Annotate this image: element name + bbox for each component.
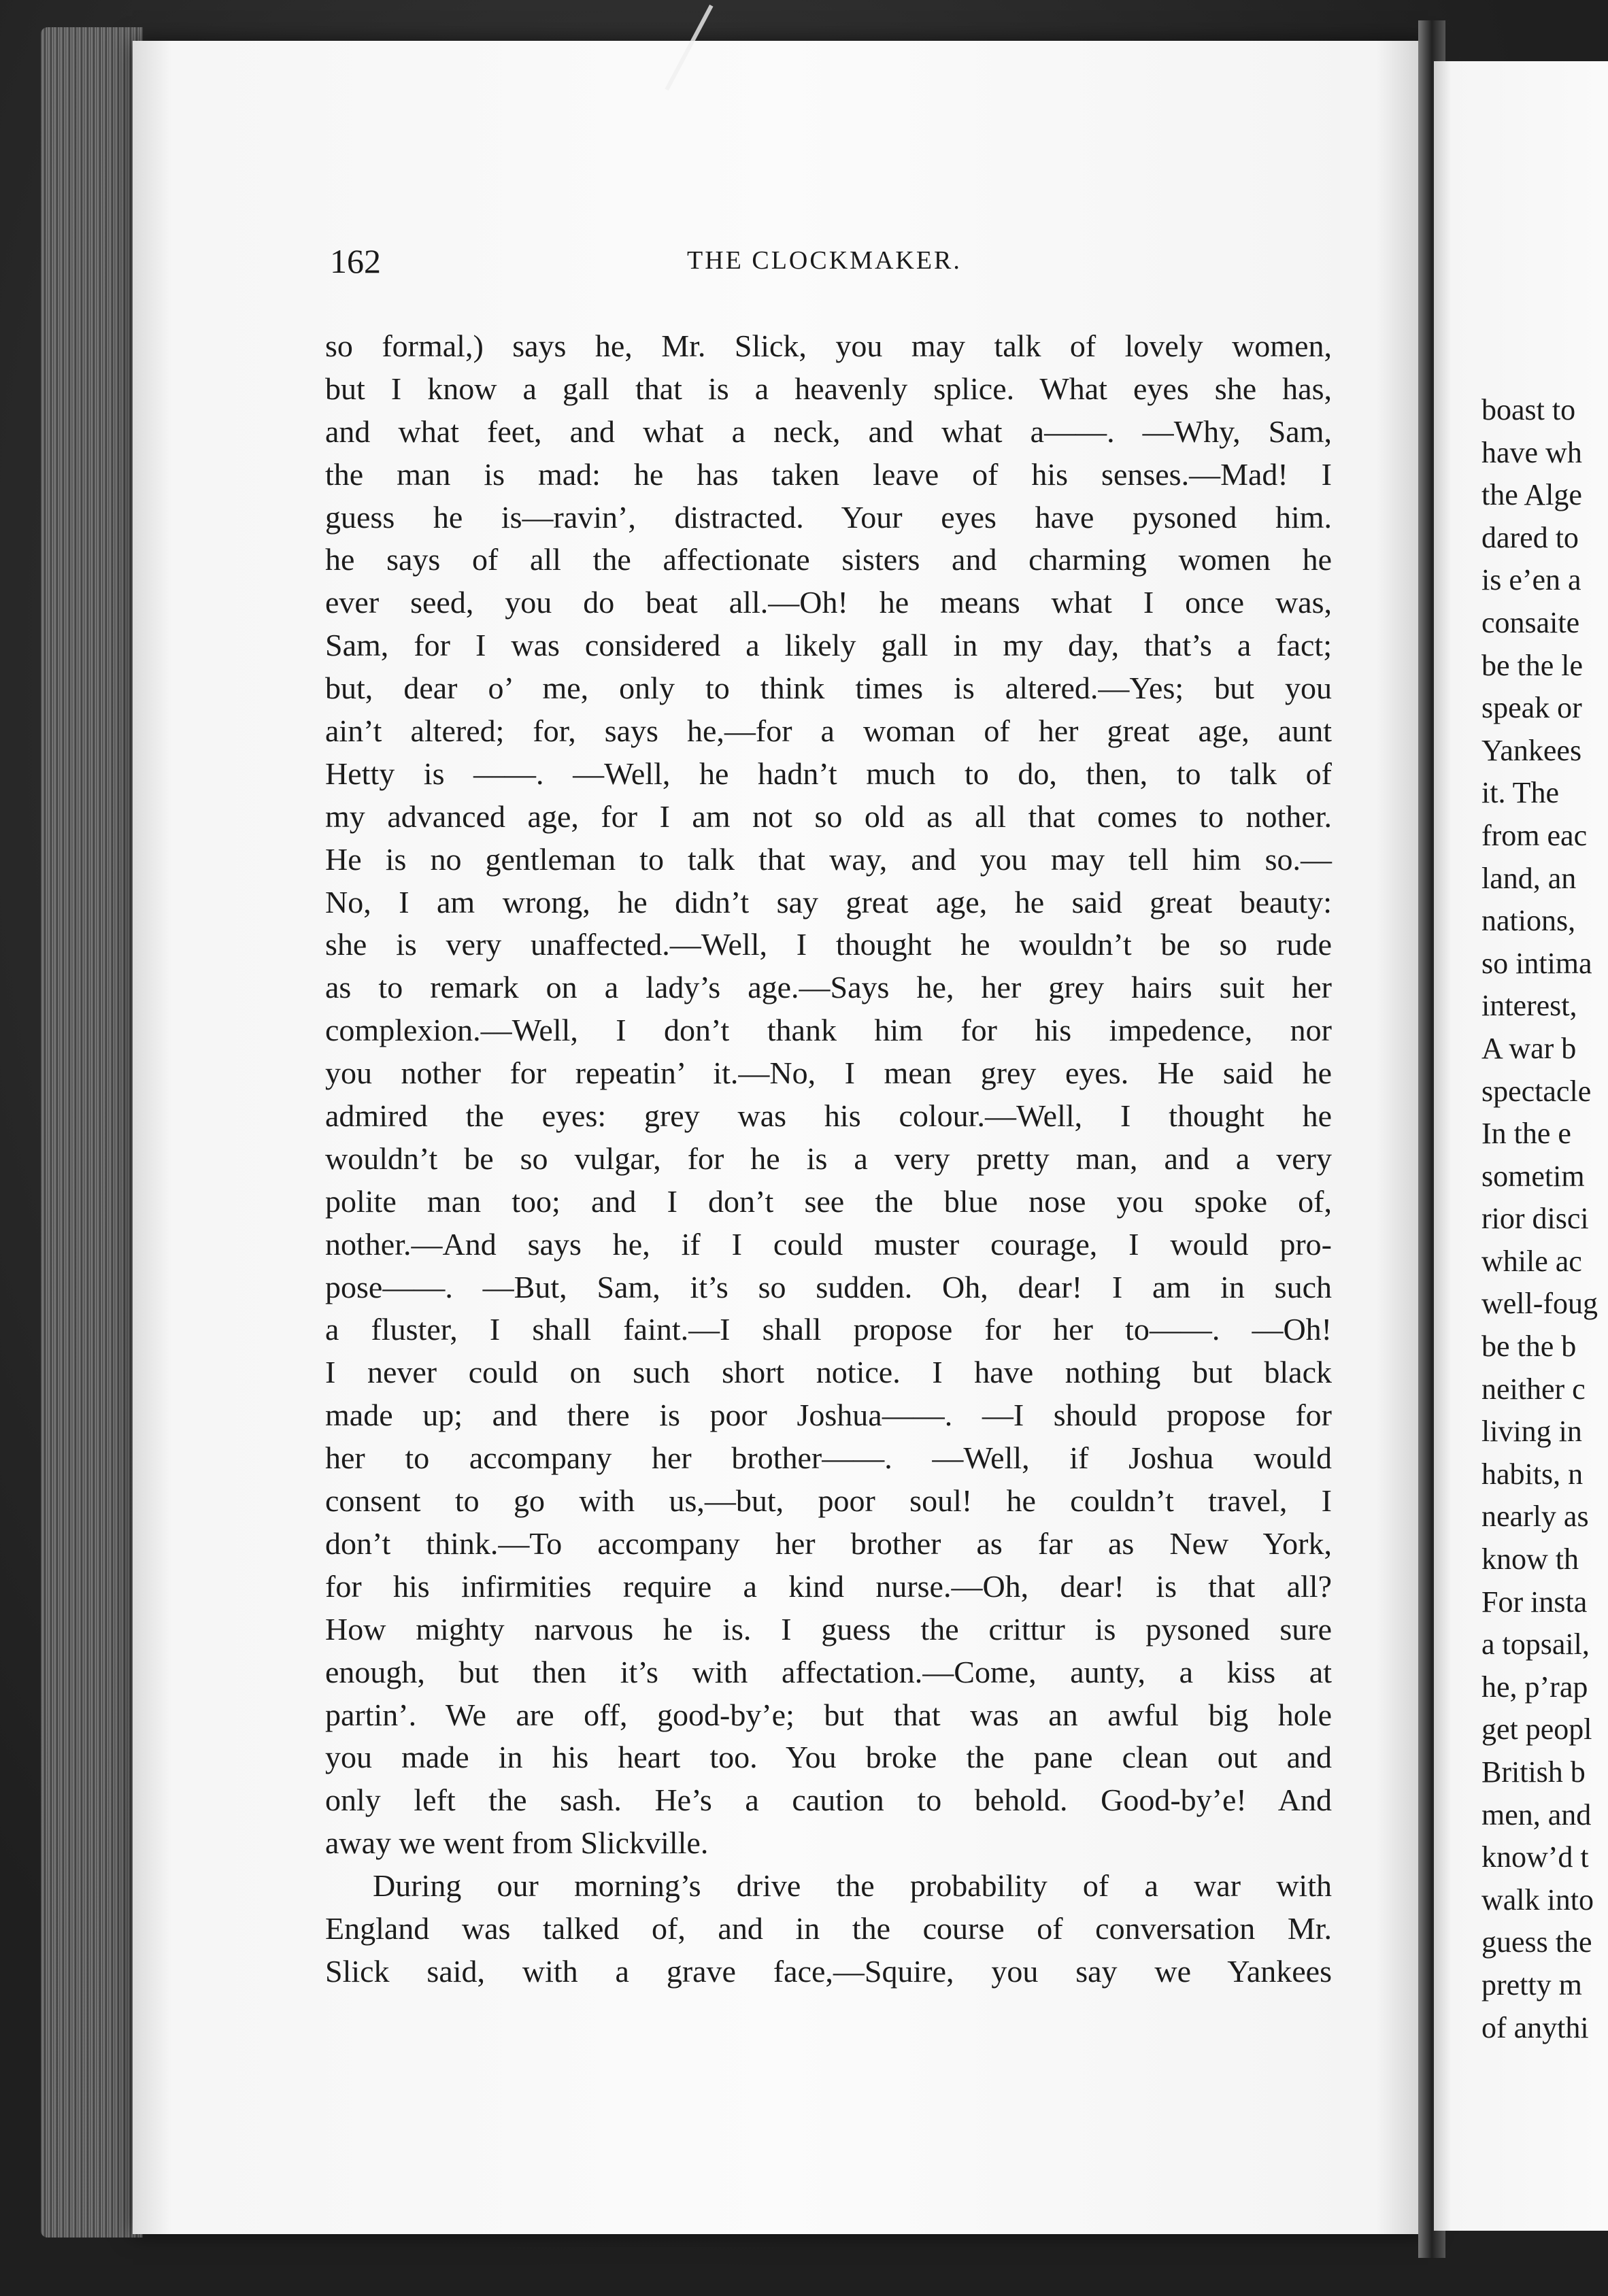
text-line: you nother for repeatin’ it.—No, I mean grey eyes. He said he [325, 1056, 1332, 1091]
text-line: away we went from Slickville. [325, 1825, 709, 1861]
text-line: pose——. —But, Sam, it’s so sudden. Oh, dear! I am in such [325, 1269, 1332, 1304]
left-page-body [325, 325, 1332, 1993]
text-line: he says of all the affectionate sisters and charming women he [325, 542, 1332, 577]
text-line: boast to [1481, 393, 1576, 426]
text-line: No, I am wrong, he didn’t say great age, he said great beauty: [325, 884, 1332, 919]
text-line: For insta [1481, 1585, 1588, 1619]
text-line: Yankees [1481, 733, 1582, 767]
text-line: while ac [1481, 1244, 1582, 1278]
text-line: but, dear o’ me, only to think times is altered.—Yes; but you [325, 671, 1332, 706]
text-line: neither c [1481, 1372, 1586, 1406]
text-line: interest, [1481, 989, 1577, 1023]
text-line: is e’en a [1481, 563, 1581, 597]
text-line: complexion.—Well, I don’t thank him for his impedence, nor [325, 1013, 1332, 1048]
text-line: dared to [1481, 520, 1579, 554]
text-line: a fluster, I shall faint.—I shall propose for her to——. —Oh! [325, 1312, 1332, 1347]
text-line: Slick said, with a grave face,—Squire, you say we Yankees [325, 1953, 1332, 1989]
text-line: ever seed, you do beat all.—Oh! he means what I once was, [325, 585, 1332, 620]
text-line: polite man too; and I don’t see the blue nose you spoke of, [325, 1183, 1332, 1219]
text-line: admired the eyes: grey was his colour.—Well, I thought he [325, 1098, 1332, 1134]
text-line: land, an [1481, 861, 1577, 895]
text-line: it. The [1481, 776, 1560, 810]
text-line: ain’t altered; for, says he,—for a woman of her great age, aunt [325, 713, 1332, 749]
text-line: partin’. We are off, good-by’e; but that was an awful big hole [325, 1697, 1332, 1732]
text-line: the Alge [1481, 478, 1582, 512]
text-line: for his infirmities require a kind nurse.—Oh, dear! is that all? [325, 1568, 1332, 1604]
text-line: rior disci [1481, 1202, 1589, 1236]
text-line: pretty m [1481, 1968, 1582, 2002]
text-line: as to remark on a lady’s age.—Says he, her grey hairs suit her [325, 970, 1332, 1005]
page-number: 162 [330, 242, 381, 280]
page-stack-edge [41, 27, 143, 2238]
text-line: I never could on such short notice. I have nothing but black [325, 1355, 1332, 1390]
text-line: of anythi [1481, 2010, 1589, 2044]
right-page [1434, 61, 1608, 2231]
text-line: from eac [1481, 818, 1588, 852]
page-header [320, 241, 1340, 289]
text-line: A war b [1481, 1031, 1577, 1065]
text-line: well-foug [1481, 1287, 1598, 1321]
text-line: have wh [1481, 435, 1582, 469]
text-line: you made in his heart too. You broke the pane clean out and [325, 1740, 1332, 1775]
text-line: He is no gentleman to talk that way, and you may tell him so.— [325, 841, 1332, 877]
right-page-body [1481, 389, 1598, 2049]
text-line: In the e [1481, 1117, 1571, 1151]
text-line: be the b [1481, 1330, 1577, 1364]
text-line: consaite [1481, 605, 1580, 639]
text-line: walk into [1481, 1883, 1594, 1917]
text-line: consent to go with us,—but, poor soul! he couldn’t travel, I [325, 1483, 1332, 1519]
text-line: During our morning’s drive the probability of a war with [373, 1868, 1332, 1904]
text-line: England was talked of, and in the course of conversation Mr. [325, 1910, 1332, 1946]
text-line: made up; and there is poor Joshua——. —I should propose for [325, 1398, 1332, 1433]
text-line: know th [1481, 1542, 1579, 1576]
text-line: How mighty narvous he is. I guess the crittur is pysoned sure [325, 1611, 1332, 1647]
text-line: nearly as [1481, 1500, 1589, 1534]
text-line: habits, n [1481, 1457, 1584, 1491]
text-line: her to accompany her brother——. —Well, if Joshua would [325, 1440, 1332, 1476]
text-line: speak or [1481, 691, 1582, 725]
text-line: so intima [1481, 946, 1592, 980]
text-line: living in [1481, 1415, 1582, 1449]
text-line: and what feet, and what a neck, and what a——. —Why, Sam, [325, 413, 1332, 449]
text-line: wouldn’t be so vulgar, for he is a very pretty man, and a very [325, 1141, 1332, 1176]
text-line: spectacle [1481, 1074, 1592, 1108]
text-line: British b [1481, 1755, 1586, 1789]
text-line: but I know a gall that is a heavenly splice. What eyes she has, [325, 371, 1332, 406]
text-line: don’t think.—To accompany her brother as far as New York, [325, 1525, 1332, 1561]
text-line: be the le [1481, 648, 1584, 682]
text-line: a topsail, [1481, 1627, 1590, 1661]
text-line: Hetty is ——. —Well, he hadn’t much to do, then, to talk of [325, 756, 1332, 791]
text-line: Sam, for I was considered a likely gall in my day, that’s a fact; [325, 628, 1332, 663]
text-line: he, p’rap [1481, 1670, 1588, 1704]
text-line: she is very unaffected.—Well, I thought he wouldn’t be so rude [325, 927, 1332, 962]
text-line: nother.—And says he, if I could muster courage, I would pro- [325, 1226, 1332, 1262]
text-line: only left the sash. He’s a caution to behold. Good-by’e! And [325, 1783, 1332, 1818]
text-line: men, and [1481, 1797, 1592, 1831]
text-line: my advanced age, for I am not so old as all that comes to nother. [325, 798, 1332, 834]
text-line: nations, [1481, 904, 1576, 938]
text-line: the man is mad: he has taken leave of his senses.—Mad! I [325, 456, 1332, 492]
text-line: guess he is—ravin’, distracted. Your eyes have pysoned him. [325, 499, 1332, 535]
text-line: guess the [1481, 1925, 1592, 1959]
running-title: THE CLOCKMAKER. [687, 246, 962, 275]
text-line: so formal,) says he, Mr. Slick, you may talk of lovely women, [325, 328, 1332, 363]
text-line: sometim [1481, 1159, 1585, 1193]
text-line: get peopl [1481, 1712, 1592, 1746]
text-line: enough, but then it’s with affectation.—Come, aunty, a kiss at [325, 1654, 1332, 1689]
text-line: know’d t [1481, 1840, 1589, 1874]
